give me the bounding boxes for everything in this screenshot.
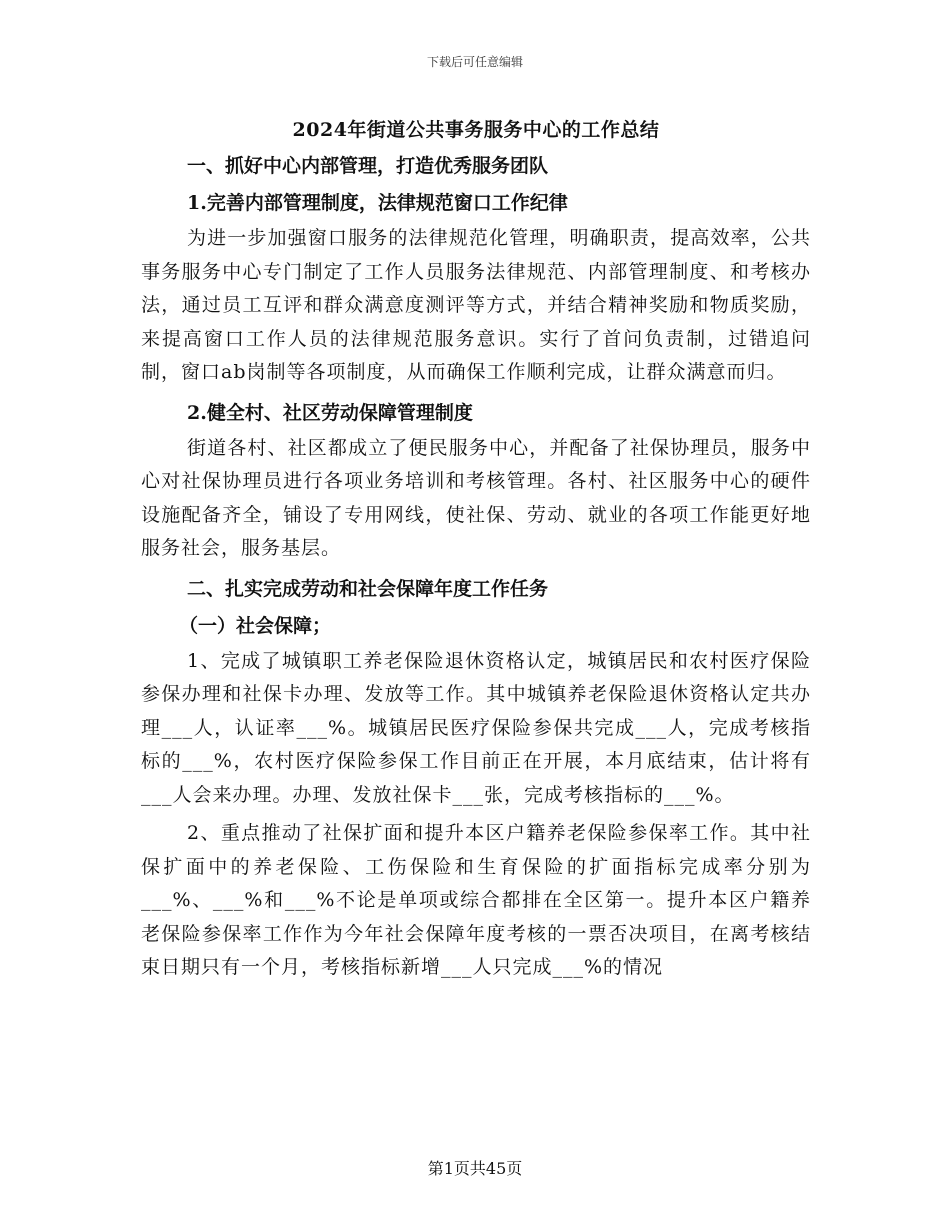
section-1-2-heading: 2.健全村、社区劳动保障管理制度 <box>187 401 473 424</box>
section-1-1-paragraph: 为进一步加强窗口服务的法律规范化管理，明确职责，提高效率，公共事务服务中心专门制定了工作人员服务法律规范、内部管理制度、和考核办法，通过员工互评和群众满意度测评等方式，并结合精神奖励和物质奖励，来提高窗口工作人员的法律规范服务意识。实行了首问负责制，过错追问制，窗口ab岗制等各项制度，从而确保工作顺利完成，让群众满意而归。 <box>141 227 811 383</box>
section-1-2-paragraph: 街道各村、社区都成立了便民服务中心，并配备了社保协理员，服务中心对社保协理员进行各项业务培训和考核管理。各村、社区服务中心的硬件设施配备齐全，铺设了专用网线，使社保、劳动、就业的各项工作能更好地服务社会，服务基层。 <box>141 436 811 559</box>
page-number: 第1页共45页 <box>427 1159 523 1178</box>
document-body <box>141 112 811 985</box>
section-2-1-paragraph-1: 1、完成了城镇职工养老保险退休资格认定，城镇居民和农村医疗保险参保办理和社保卡办理、发放等工作。其中城镇养老保险退休资格认定共办理___人，认证率___%。城镇居民医疗保险参保共完成___人，完成考核指标的___%，农村医疗保险参保工作目前正在开展，本月底结束，估计将有___人会来办理。办理、发放社保卡___张，完成考核指标的___%。 <box>141 649 811 806</box>
section-2-1-heading: （一）社会保障； <box>179 614 332 637</box>
document-title: 2024年街道公共事务服务中心的工作总结 <box>292 119 660 141</box>
section-2-1-paragraph-2: 2、重点推动了社保扩面和提升本区户籍养老保险参保率工作。其中社保扩面中的养老保险、工伤保险和生育保险的扩面指标完成率分别为___%、___%和___%不论是单项或综合都排在全区第一。提升本区户籍养老保险参保率工作作为今年社会保障年度考核的一票否决项目，在离考核结束日期只有一个月，考核指标新增___人只完成___%的情况 <box>141 822 811 978</box>
header-note: 下载后可任意编辑 <box>426 55 523 69</box>
section-1-heading: 一、抓好中心内部管理，打造优秀服务团队 <box>187 155 549 177</box>
section-1-1-heading: 1.完善内部管理制度，法律规范窗口工作纪律 <box>187 192 568 214</box>
section-2-heading: 二、扎实完成劳动和社会保障年度工作任务 <box>187 577 549 600</box>
